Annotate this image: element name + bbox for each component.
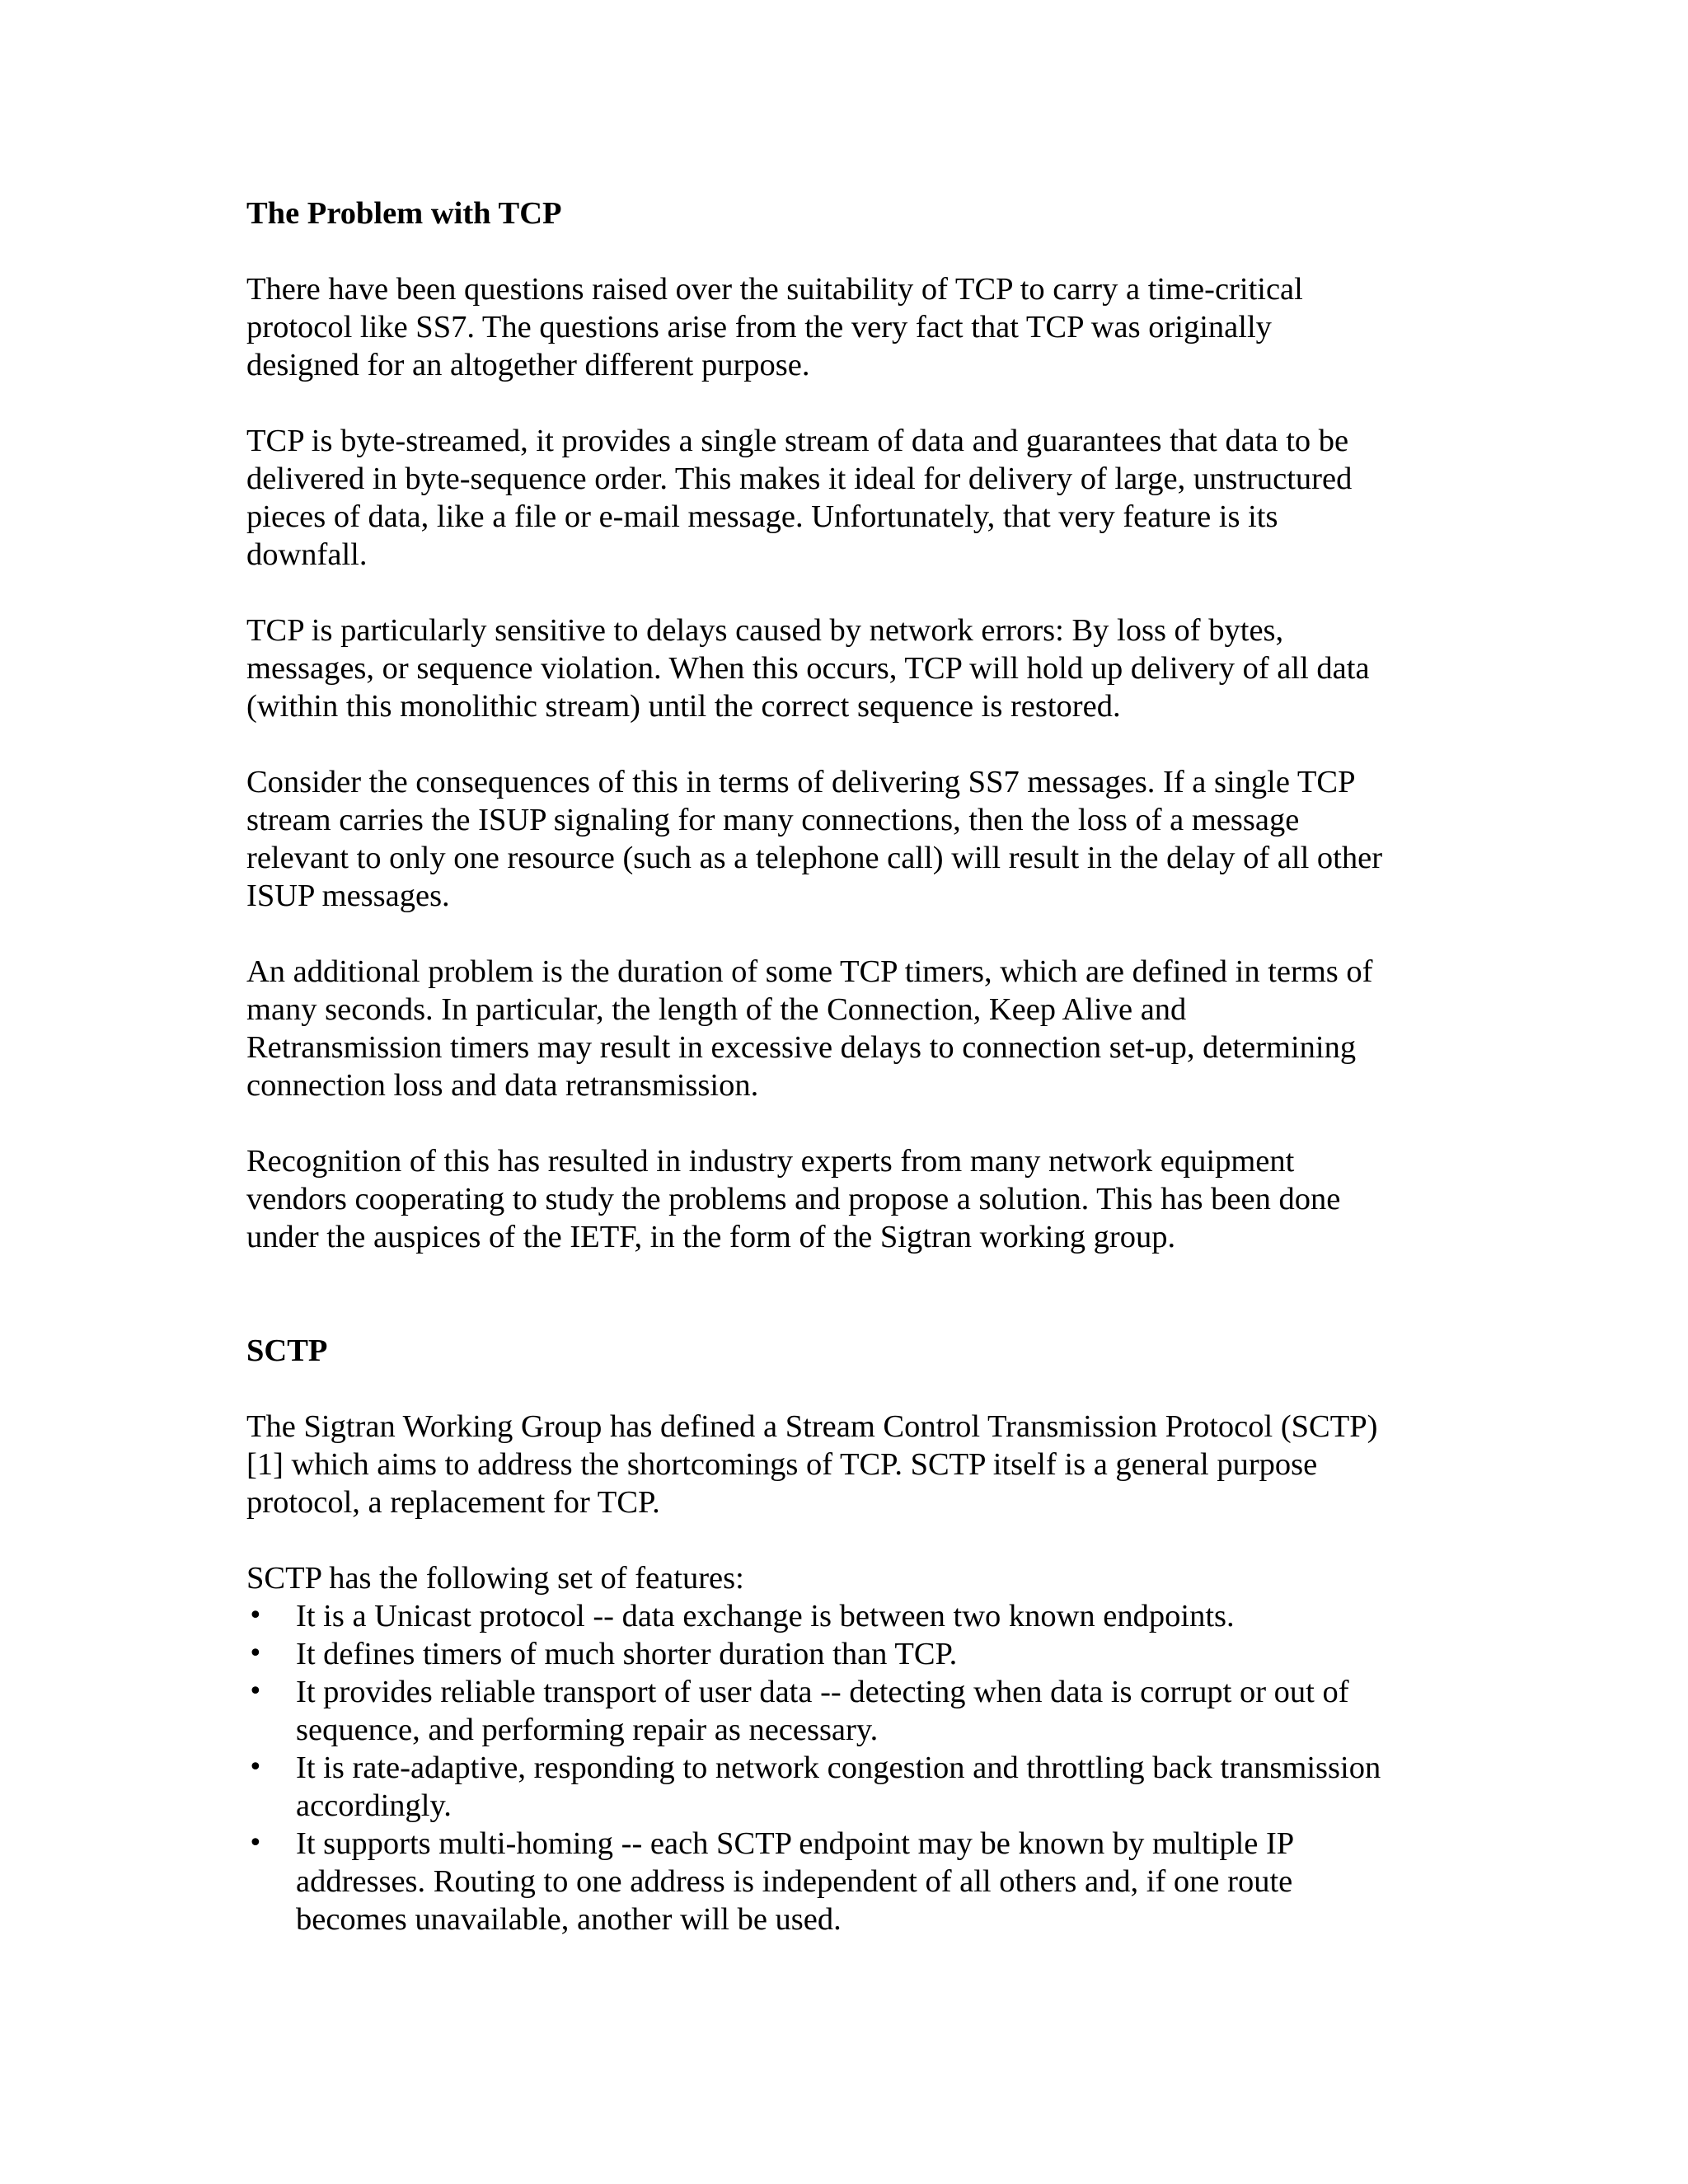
paragraph-byte-streamed bbox=[246, 422, 1458, 574]
spacer bbox=[246, 384, 1458, 422]
text-line: becomes unavailable, another will be used. bbox=[296, 1902, 842, 1937]
text-line: An additional problem is the duration of some TCP timers, which are defined in terms of bbox=[246, 954, 1373, 989]
bullet-icon: • bbox=[248, 1753, 263, 1782]
spacer bbox=[246, 1104, 1458, 1142]
bullet-icon: • bbox=[248, 1601, 263, 1630]
text-line: messages, or sequence violation. When this occurs, TCP will hold up delivery of all data bbox=[246, 651, 1370, 686]
text-line: It supports multi-homing -- each SCTP endpoint may be known by multiple IP bbox=[296, 1826, 1295, 1861]
text-line: [1] which aims to address the shortcomings of TCP. SCTP itself is a general purpose bbox=[246, 1447, 1318, 1482]
text-line: pieces of data, like a file or e-mail message. Unfortunately, that very feature is its bbox=[246, 499, 1278, 534]
text-line: under the auspices of the IETF, in the form of the Sigtran working group. bbox=[246, 1220, 1176, 1254]
text-line: addresses. Routing to one address is independent of all others and, if one route bbox=[296, 1864, 1293, 1899]
bullet-icon: • bbox=[248, 1639, 263, 1668]
paragraph-sigtran-recognition bbox=[246, 1142, 1458, 1256]
paragraph-tcp-timers bbox=[246, 953, 1458, 1104]
paragraph-sctp-intro bbox=[246, 1408, 1458, 1521]
text-line: vendors cooperating to study the problems and propose a solution. This has been done bbox=[246, 1182, 1341, 1216]
text-line: The Sigtran Working Group has defined a Stream Control Transmission Protocol (SCTP) bbox=[246, 1409, 1378, 1444]
section-heading-tcp-problem: The Problem with TCP bbox=[246, 196, 562, 231]
spacer bbox=[246, 574, 1458, 612]
list-item bbox=[246, 1749, 1458, 1825]
text-line: There have been questions raised over the suitability of TCP to carry a time-critical bbox=[246, 272, 1303, 307]
text-line: accordingly. bbox=[296, 1788, 452, 1823]
text-line: stream carries the ISUP signaling for many connections, then the loss of a message bbox=[246, 803, 1300, 837]
list-item bbox=[246, 1825, 1458, 1938]
text-line: connection loss and data retransmission. bbox=[246, 1068, 759, 1103]
spacer bbox=[246, 725, 1458, 763]
text-line: sequence, and performing repair as necessary. bbox=[296, 1713, 879, 1747]
bullet-icon: • bbox=[248, 1829, 263, 1858]
text-line: delivered in byte-sequence order. This makes it ideal for delivery of large, unstructured bbox=[246, 462, 1353, 496]
list-item bbox=[246, 1673, 1458, 1749]
features-lead: SCTP has the following set of features: bbox=[246, 1561, 744, 1596]
list-item bbox=[246, 1597, 1458, 1635]
text-line: Recognition of this has resulted in industry experts from many network equipment bbox=[246, 1144, 1295, 1179]
text-line: It is a Unicast protocol -- data exchange is between two known endpoints. bbox=[296, 1599, 1235, 1633]
features-list bbox=[246, 1597, 1458, 1938]
text-line: Consider the consequences of this in terms of delivering SS7 messages. If a single TCP bbox=[246, 765, 1356, 799]
text-line: ISUP messages. bbox=[246, 879, 450, 913]
paragraph-suitability bbox=[246, 270, 1458, 384]
document-page bbox=[246, 194, 1458, 1938]
paragraph-delay-sensitivity bbox=[246, 612, 1458, 725]
spacer bbox=[246, 1521, 1458, 1559]
spacer bbox=[246, 1256, 1458, 1332]
text-line: (within this monolithic stream) until the correct sequence is restored. bbox=[246, 689, 1121, 724]
spacer bbox=[246, 1370, 1458, 1408]
text-line: downfall. bbox=[246, 537, 368, 572]
text-line: protocol like SS7. The questions arise from the very fact that TCP was originally bbox=[246, 310, 1272, 344]
text-line: designed for an altogether different purpose. bbox=[246, 348, 810, 382]
text-line: It provides reliable transport of user data -- detecting when data is corrupt or out of bbox=[296, 1675, 1349, 1709]
list-item bbox=[246, 1635, 1458, 1673]
spacer bbox=[246, 232, 1458, 270]
text-line: many seconds. In particular, the length of the Connection, Keep Alive and bbox=[246, 992, 1187, 1027]
text-line: protocol, a replacement for TCP. bbox=[246, 1485, 660, 1520]
text-line: It is rate-adaptive, responding to network congestion and throttling back transmission bbox=[296, 1750, 1381, 1785]
text-line: It defines timers of much shorter duration than TCP. bbox=[296, 1637, 958, 1671]
text-line: relevant to only one resource (such as a telephone call) will result in the delay of all other bbox=[246, 841, 1383, 875]
text-line: TCP is byte-streamed, it provides a single stream of data and guarantees that data to be bbox=[246, 424, 1349, 458]
bullet-icon: • bbox=[248, 1677, 263, 1706]
spacer bbox=[246, 915, 1458, 953]
section-heading-sctp: SCTP bbox=[246, 1333, 328, 1368]
text-line: Retransmission timers may result in excessive delays to connection set-up, determining bbox=[246, 1030, 1357, 1065]
paragraph-ss7-consequences bbox=[246, 763, 1458, 915]
text-line: TCP is particularly sensitive to delays caused by network errors: By loss of bytes, bbox=[246, 613, 1284, 648]
